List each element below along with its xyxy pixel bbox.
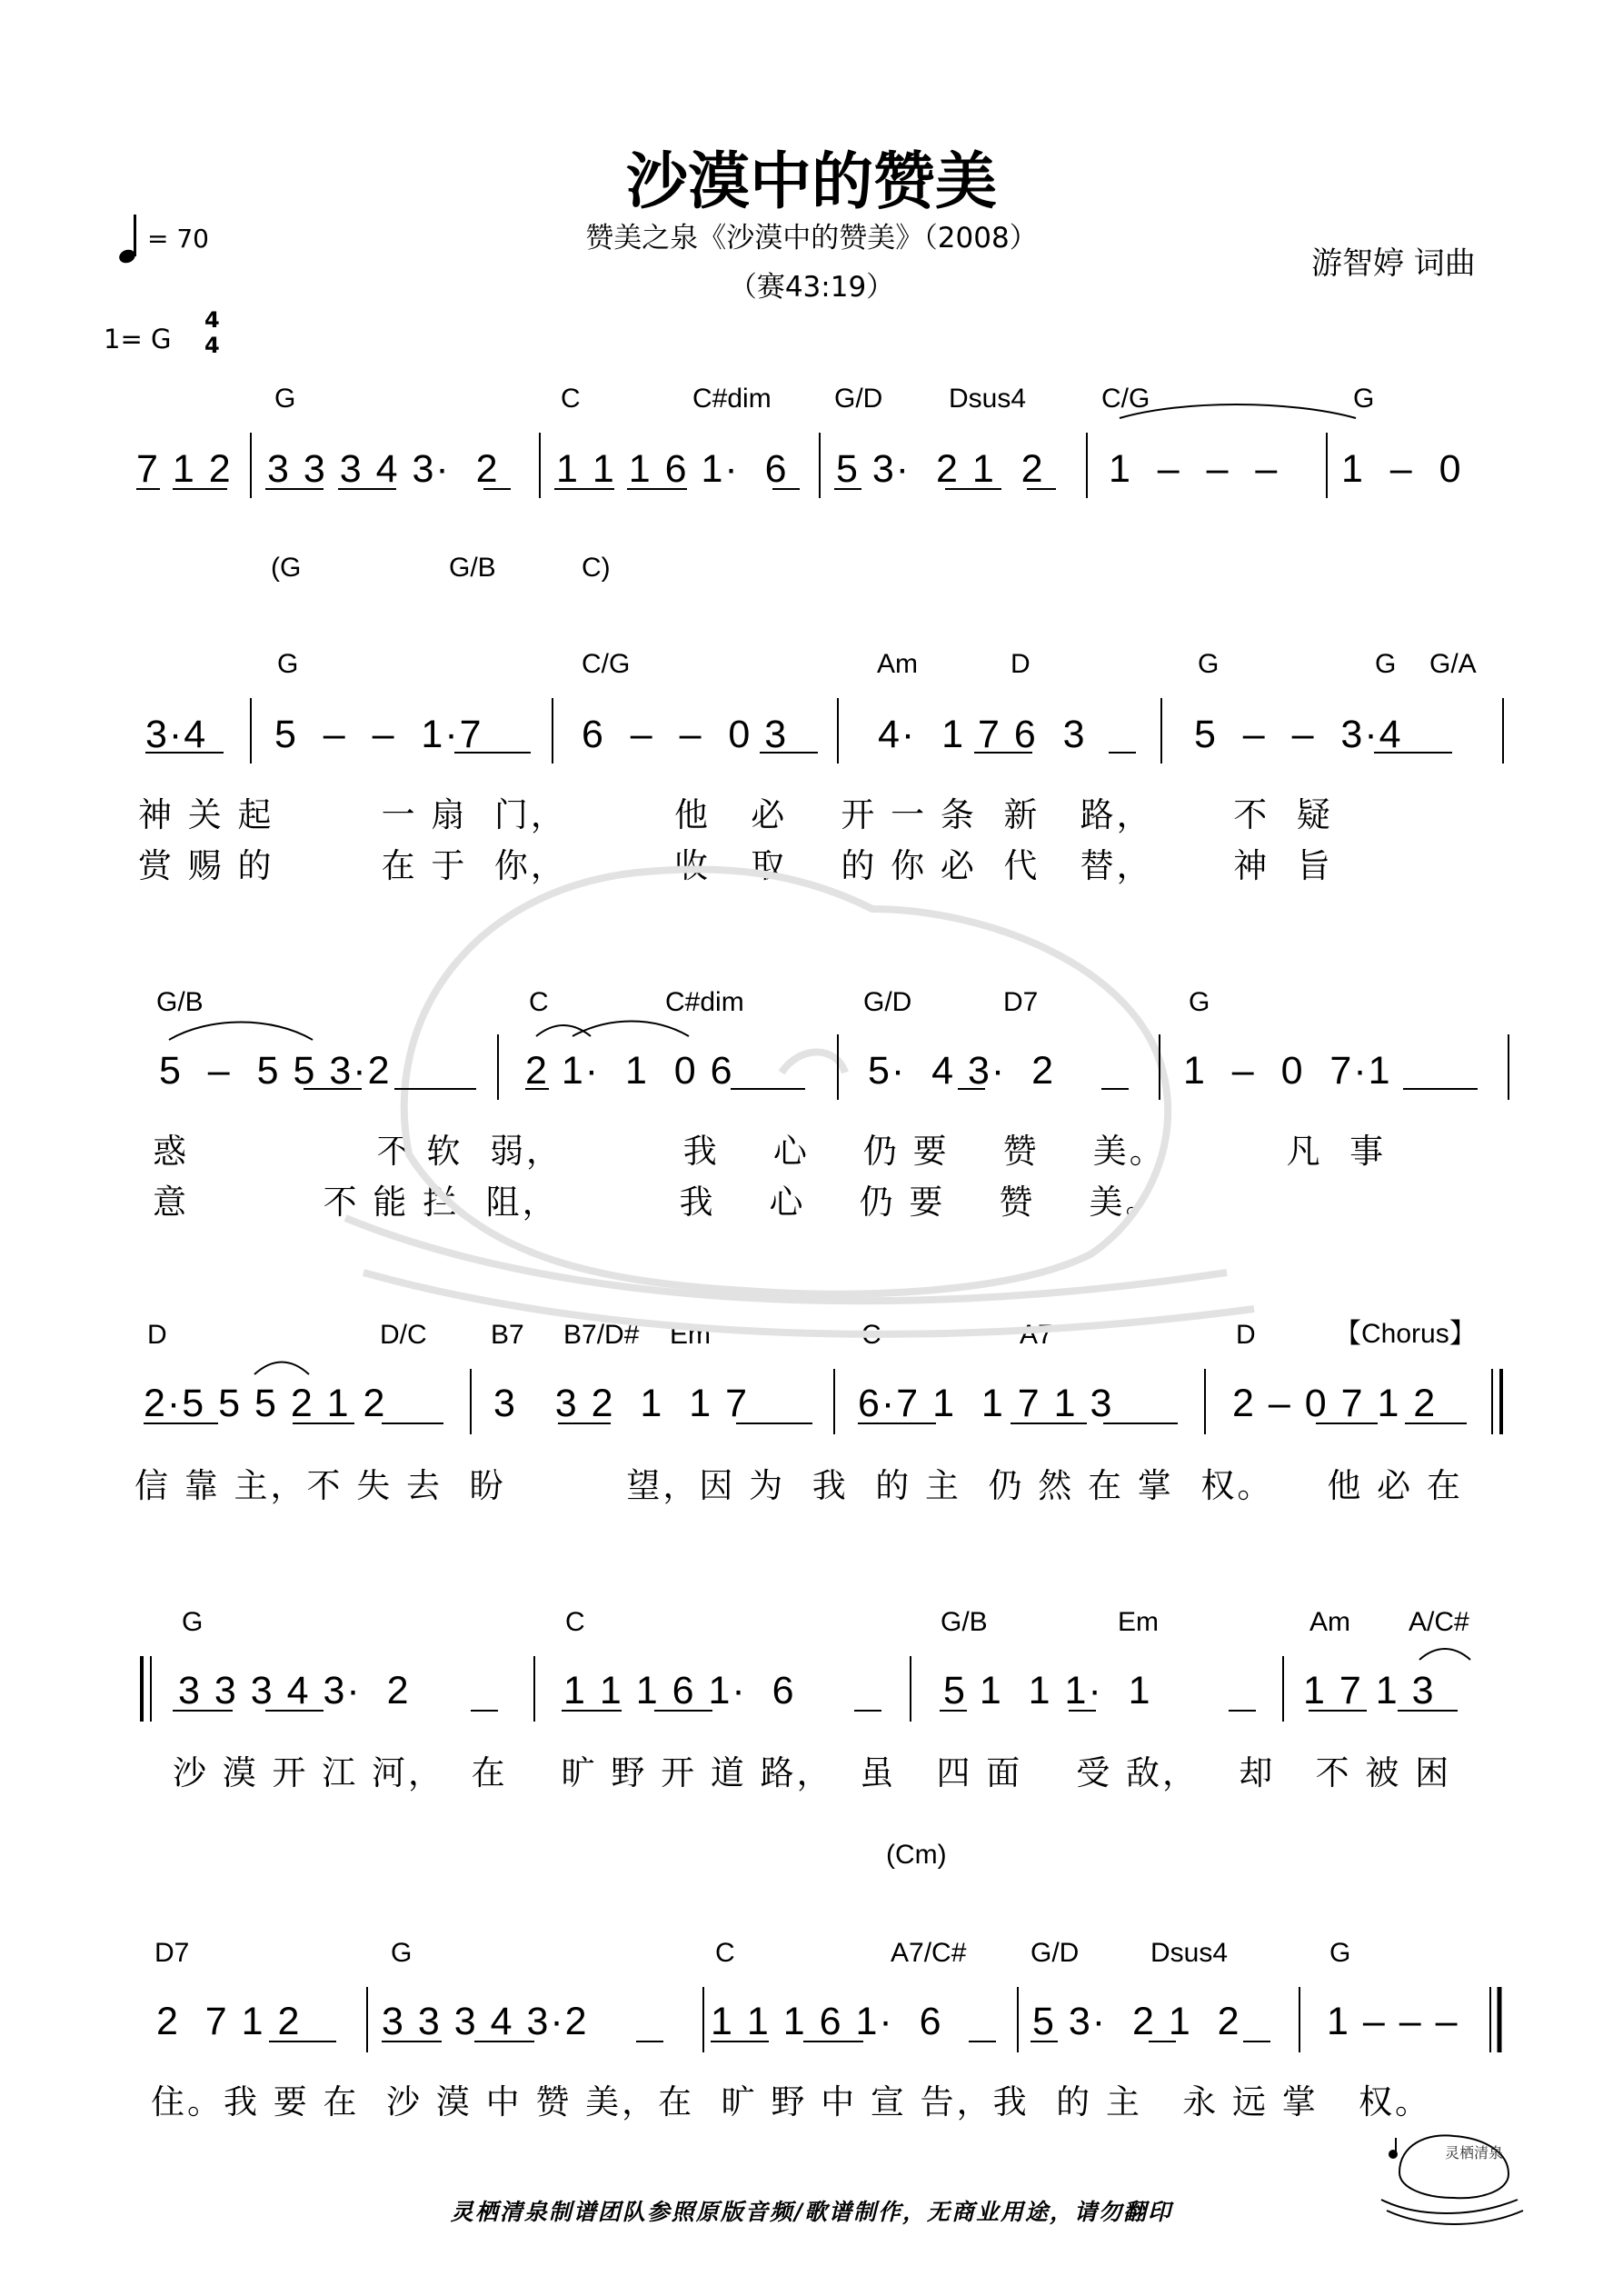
measure-notes: 3 3 3 4 3· 2 [267, 447, 500, 491]
lyric-line: 惑 不 软 弱， 我 心 仍 要 赞 美。 凡 事 [153, 1132, 1387, 1171]
chord: G [1198, 649, 1220, 679]
alt-chord: C) [582, 553, 611, 583]
chord: G [1353, 384, 1375, 414]
chord: Am [1309, 1607, 1350, 1637]
subtitle: 赞美之泉《沙漠中的赞美》（2008） [585, 222, 1038, 255]
measure-notes: 4· 1 7 6 3 [878, 713, 1087, 756]
measure-notes: 5· 4 3· 2 [868, 1049, 1056, 1093]
measure-notes: 2 – 0 7 1 2 [1232, 1382, 1438, 1425]
chord: C [715, 1938, 735, 1968]
measure-notes: 3 3 3 4 3· 2 [178, 1669, 411, 1712]
chord: G/D [863, 987, 912, 1017]
chorus-label: 【Chorus】 [1334, 1319, 1477, 1349]
lyric-line: 沙 漠 开 江 河， 在 旷 野 开 道 路， 虽 四 面 受 敌， 却 不 被 困 [173, 1753, 1452, 1792]
tempo-marking: = 70 [147, 224, 209, 254]
chord: D7 [1003, 987, 1039, 1017]
chord: C [529, 987, 549, 1017]
measure-notes: 1 1 1 6 1· 6 [711, 2000, 943, 2043]
alt-chord: G/B [449, 553, 496, 583]
measure-notes: 5 3· 2 1 2 [1032, 2000, 1241, 2043]
composer: 游智婷 词曲 [1311, 245, 1476, 282]
measure-notes: 5 – – 1·7 [274, 713, 483, 756]
scripture-reference: （赛43:19） [728, 271, 895, 304]
chord: G/B [156, 987, 204, 1017]
chord: D7 [154, 1938, 190, 1968]
chord: A7/C# [891, 1938, 967, 1968]
chord: G/A [1429, 649, 1477, 679]
lyric-line: 赏 赐 的 在 于 你， 收 取 的 你 必 代 替， 神 旨 [138, 846, 1333, 885]
measure-notes: 1 1 1 6 1· 6 [563, 1669, 796, 1712]
chord: G [277, 649, 299, 679]
chord: G [274, 384, 296, 414]
chord: B7/D# [563, 1320, 640, 1350]
chord: C/G [582, 649, 631, 679]
chord: C#dim [665, 987, 744, 1017]
lyric-line: 意 不 能 拦 阻， 我 心 仍 要 赞 美。 [153, 1183, 1162, 1222]
chord: G/D [1031, 1938, 1080, 1968]
measure-notes: 3·4 [145, 713, 208, 756]
measure-notes: 6 – – 0 3 [582, 713, 789, 756]
chord: C [861, 1320, 881, 1350]
measure-notes: 1 – – – [1327, 2000, 1459, 2043]
footer-note: 灵栖清泉制谱团队参照原版音频/歌谱制作，无商业用途，请勿翻印 [450, 2199, 1173, 2225]
logo-text: 灵栖清泉 [1445, 2144, 1504, 2161]
measure-notes: 5 1 1 1· 1 [943, 1669, 1152, 1712]
chord: G [182, 1607, 204, 1637]
chord: Dsus4 [1150, 1938, 1229, 1968]
chord: C#dim [692, 384, 772, 414]
key-signature: 1= G [104, 324, 172, 354]
measure-notes: 5 – 5 5 3·2 [159, 1049, 392, 1093]
time-sig-bottom: 4 [204, 333, 220, 358]
measure-notes: 7 1 2 [136, 447, 233, 491]
chord: Dsus4 [949, 384, 1027, 414]
chord: Am [877, 649, 918, 679]
measure-notes: 1 – 0 7·1 [1183, 1049, 1392, 1093]
measure-notes: 3 3 3 4 3·2 [382, 2000, 589, 2043]
chord: D/C [380, 1320, 427, 1350]
chord: D [1011, 649, 1031, 679]
lyric-line: 住。我 要 在 沙 漠 中 赞 美，在 旷 野 中 宣 告，我 的 主 永 远 掌 权。 [151, 2082, 1432, 2121]
measure-notes: 5 3· 2 1 2 [836, 447, 1045, 491]
lyric-line: 信 靠 主，不 失 去 盼 望，因 为 我 的 主 仍 然 在 掌 权。 他 必 在 [134, 1466, 1463, 1505]
measure-notes: 6·7 1 1 7 1 3 [858, 1382, 1114, 1425]
chord: C [565, 1607, 585, 1637]
chord: A/C# [1409, 1607, 1469, 1637]
chord: G [1189, 987, 1210, 1017]
chord: G [1329, 1938, 1351, 1968]
measure-notes: 1 1 1 6 1· 6 [556, 447, 789, 491]
measure-notes: 3 3 2 1 1 7 [493, 1382, 750, 1425]
measure-notes: 1 – – – [1109, 447, 1279, 491]
chord: C [561, 384, 581, 414]
time-sig-top: 4 [204, 307, 220, 333]
measure-notes: 5 – – 3·4 [1194, 713, 1403, 756]
sheep-watermark-icon [345, 869, 1254, 1333]
measure-notes: 2 7 1 2 [156, 2000, 302, 2043]
measure-notes: 1 7 1 3 [1303, 1669, 1436, 1712]
chord: Em [1118, 1607, 1159, 1637]
chord: D [1236, 1320, 1256, 1350]
lyric-line: 神 关 起 一 扇 门， 他 必 开 一 条 新 路， 不 疑 [138, 795, 1333, 834]
chord: G/D [834, 384, 883, 414]
chord: C/G [1101, 384, 1150, 414]
chord: B7 [491, 1320, 524, 1350]
chord: G/B [941, 1607, 988, 1637]
measure-notes: 2 1· 1 0 6 [525, 1049, 734, 1093]
chord: G [1375, 649, 1397, 679]
measure-notes: 2·5 5 5 2 1 2 [144, 1382, 387, 1425]
alt-chord: (Cm) [886, 1840, 947, 1870]
measure-notes: 1 – 0 [1341, 447, 1463, 491]
chord: Em [670, 1320, 711, 1350]
chord: A7 [1020, 1320, 1053, 1350]
chord: D [147, 1320, 167, 1350]
alt-chord: (G [271, 553, 302, 583]
song-title: 沙漠中的赞美 [625, 146, 997, 218]
chord: G [391, 1938, 413, 1968]
